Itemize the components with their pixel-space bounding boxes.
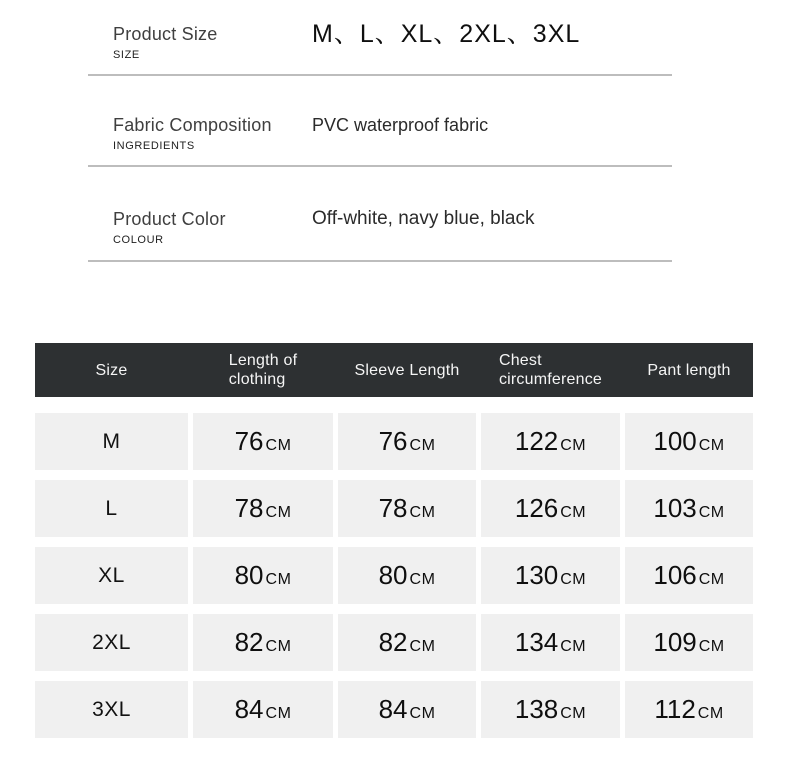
measurement-cell: 109 CM (625, 614, 753, 671)
table-header-cell: Length of clothing (228, 352, 298, 388)
table-header-cell: Size (95, 361, 128, 379)
unit-label: CM (265, 571, 292, 588)
measurement-cell: 106 CM (625, 547, 753, 604)
measurement-cell: 84 CM (338, 681, 476, 738)
info-sublabel: INGREDIENTS (113, 140, 195, 152)
measurement-cell: 134 CM (481, 614, 620, 671)
measurement-cell: 103 CM (625, 480, 753, 537)
unit-label: CM (698, 571, 725, 588)
size-cell: 2XL (35, 614, 188, 671)
unit-label: CM (698, 638, 725, 655)
table-header-cell: Pant length (647, 361, 731, 379)
table-row (35, 413, 753, 470)
info-sublabel: COLOUR (113, 234, 164, 246)
unit-label: CM (265, 705, 292, 722)
table-header-cell: Chest circumference (498, 352, 603, 388)
measurement-cell: 84 CM (193, 681, 333, 738)
measurement-cell: 100 CM (625, 413, 753, 470)
measurement-cell: 82 CM (193, 614, 333, 671)
unit-label: CM (409, 705, 436, 722)
info-sublabel: SIZE (113, 49, 140, 61)
info-label: Product Color (113, 209, 226, 229)
unit-label: CM (560, 705, 587, 722)
unit-label: CM (560, 437, 587, 454)
measurement-cell: 112 CM (625, 681, 753, 738)
unit-label: CM (698, 504, 725, 521)
info-label: Product Size (113, 24, 218, 44)
unit-label: CM (265, 504, 292, 521)
measurement-cell: 80 CM (193, 547, 333, 604)
unit-label: CM (409, 571, 436, 588)
unit-label: CM (409, 504, 436, 521)
size-cell: 3XL (35, 681, 188, 738)
table-row (35, 480, 753, 537)
measurement-cell: 126 CM (481, 480, 620, 537)
unit-label: CM (697, 705, 724, 722)
unit-label: CM (265, 638, 292, 655)
measurement-cell: 82 CM (338, 614, 476, 671)
table-row (35, 614, 753, 671)
size-cell: M (35, 413, 188, 470)
info-row-size (88, 0, 672, 76)
info-value-color: Off-white, navy blue, black (312, 208, 535, 229)
measurement-cell: 122 CM (481, 413, 620, 470)
measurement-cell: 130 CM (481, 547, 620, 604)
size-cell: XL (35, 547, 188, 604)
info-row-color (88, 167, 672, 262)
measurement-cell: 80 CM (338, 547, 476, 604)
info-row-fabric (88, 76, 672, 167)
measurement-cell: 78 CM (193, 480, 333, 537)
table-row (35, 681, 753, 738)
info-label: Fabric Composition (113, 115, 272, 135)
size-table-body (35, 413, 753, 738)
size-table-header (35, 343, 753, 397)
measurement-cell: 76 CM (193, 413, 333, 470)
unit-label: CM (560, 638, 587, 655)
unit-label: CM (265, 437, 292, 454)
info-value-size: M、L、XL、2XL、3XL (312, 20, 581, 48)
unit-label: CM (560, 504, 587, 521)
unit-label: CM (409, 437, 436, 454)
measurement-cell: 76 CM (338, 413, 476, 470)
unit-label: CM (698, 437, 725, 454)
table-row (35, 547, 753, 604)
measurement-cell: 78 CM (338, 480, 476, 537)
unit-label: CM (560, 571, 587, 588)
size-cell: L (35, 480, 188, 537)
measurement-cell: 138 CM (481, 681, 620, 738)
size-chart-table (35, 343, 753, 738)
info-value-fabric: PVC waterproof fabric (312, 115, 489, 135)
table-header-cell: Sleeve Length (354, 361, 460, 379)
unit-label: CM (409, 638, 436, 655)
product-info-section (88, 0, 672, 262)
